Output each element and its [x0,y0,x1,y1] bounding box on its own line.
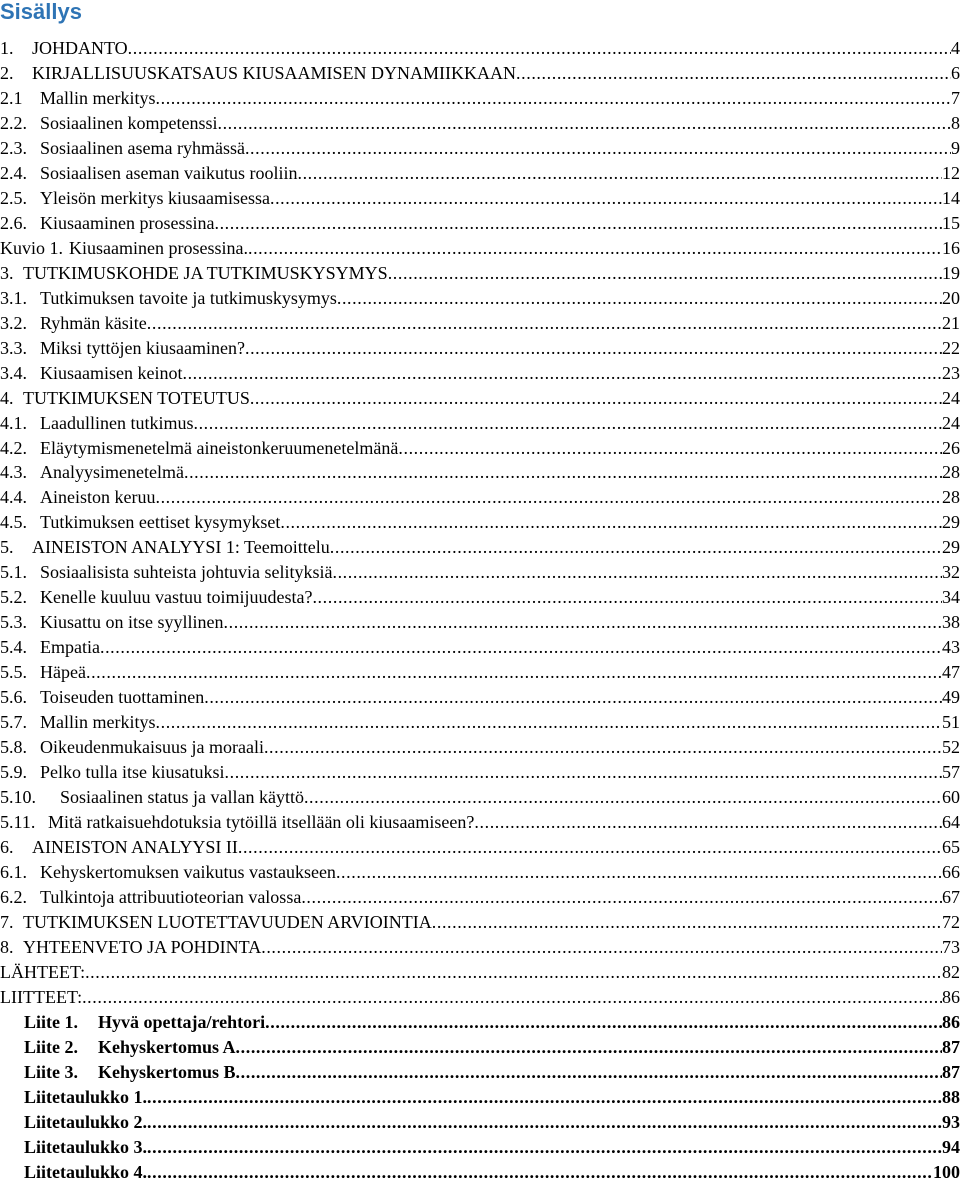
toc-entry-page: 87 [942,1036,960,1057]
toc-entry-number: Liitetaulukko 2. [24,1111,148,1132]
toc-entry-title: Kiusattu on itse syyllinen [40,612,224,633]
dot-leader [156,86,952,111]
dot-leader [184,460,942,485]
toc-entry-page: 20 [942,287,960,308]
toc-entry-title: LÄHTEET: [0,961,86,982]
toc-entry[interactable] [0,136,960,161]
toc-entry-number: 2.1 [0,87,23,108]
dot-leader [147,311,942,336]
dot-leader [147,1135,942,1160]
dot-leader [238,835,942,860]
toc-entry-number: 4.1. [0,412,27,433]
toc-entry-number: 4.5. [0,512,27,533]
toc-entry-page: 100 [933,1161,960,1182]
toc-entry-page: 15 [942,212,960,233]
toc-entry-title: LIITTEET: [0,986,83,1007]
dot-leader [265,1010,942,1035]
toc-entry[interactable] [0,236,960,261]
toc-entry[interactable] [0,1085,960,1110]
toc-entry-page: 94 [942,1136,960,1157]
toc-entry-page: 28 [942,487,960,508]
toc-entry-page: 22 [942,337,960,358]
toc-entry-page: 9 [951,137,960,158]
toc-entry[interactable] [0,311,960,336]
toc-entry-number: 1. [0,38,14,58]
toc-entry-number: Liite 1. [24,1011,78,1032]
toc-entry[interactable] [0,111,960,136]
toc-entry-title: Ryhmän käsite [40,312,147,333]
dot-leader [128,36,951,61]
dot-leader [297,161,942,186]
dot-leader [280,510,942,535]
dot-leader [147,1085,942,1110]
toc-entry-page: 23 [942,362,960,383]
toc-entry-title: AINEISTON ANALYYSI II [32,837,238,857]
toc-entry-number: 4.2. [0,437,27,458]
dot-leader [516,61,951,86]
dot-leader [245,336,942,361]
toc-entry[interactable] [0,660,960,685]
toc-entry-title: TUTKIMUSKOHDE JA TUTKIMUSKYSYMYS [23,262,388,283]
toc-entry[interactable] [0,261,960,286]
toc-entry[interactable] [0,186,960,211]
dot-leader [193,411,942,436]
toc-entry-page: 88 [942,1086,960,1107]
toc-entry-title: TUTKIMUKSEN TOTEUTUS [23,387,250,408]
toc-entry-title: Kehyskertomus A [98,1036,236,1057]
toc-entry-number: 3.3. [0,337,27,358]
toc-entry-title: Kiusaaminen prosessina [40,212,215,233]
toc-entry-title: Analyysimenetelmä [40,462,184,483]
dot-leader [301,885,942,910]
dot-leader [337,286,942,311]
toc-entry[interactable] [0,1110,960,1135]
dot-leader [236,1035,942,1060]
toc-title: Sisällys [0,0,82,24]
toc-entry[interactable] [0,1135,960,1160]
toc-entry[interactable] [0,810,960,835]
dot-leader [474,810,942,835]
toc-entry[interactable] [0,960,960,985]
toc-list [0,36,960,1185]
toc-entry[interactable] [0,1160,960,1185]
toc-entry-number: Liitetaulukko 3. [24,1136,148,1157]
toc-entry-title: Tulkintoja attribuutioteorian valossa [40,886,302,907]
dot-leader [156,710,943,735]
toc-entry[interactable] [0,460,960,485]
toc-entry-number: 2.5. [0,187,27,208]
dot-leader [182,361,942,386]
toc-entry-page: 86 [942,986,960,1007]
dot-leader [312,585,942,610]
toc-entry-title: Miksi tyttöjen kiusaaminen? [40,337,245,358]
toc-entry-page: 4 [951,38,960,58]
toc-entry[interactable] [0,635,960,660]
dot-leader [217,111,951,136]
toc-entry-title: Sosiaalisista suhteista johtuvia selityksiä [40,562,333,583]
dot-leader [147,1110,942,1135]
toc-entry[interactable] [0,286,960,311]
toc-entry[interactable] [0,336,960,361]
toc-entry-title: Eläytymismenetelmä aineistonkeruumenetelmänä [40,437,399,458]
dot-leader [304,785,942,810]
dot-leader [432,910,942,935]
toc-entry-number: 4.4. [0,487,27,508]
toc-entry-number: 5.10. [0,787,36,808]
toc-entry-number: 3.4. [0,362,27,383]
toc-entry-title: AINEISTON ANALYYSI 1: Teemoittelu [32,537,330,558]
toc-entry[interactable] [0,610,960,635]
dot-leader [336,860,942,885]
toc-entry-number: 5.2. [0,587,27,608]
dot-leader [214,211,942,236]
toc-entry-title: Mallin merkitys [40,712,156,733]
toc-entry-title: Yleisön merkitys kiusaamisessa [40,187,270,208]
toc-entry-number: Liite 3. [24,1061,78,1082]
toc-entry[interactable] [0,685,960,710]
toc-entry-title: Laadullinen tutkimus [40,412,194,433]
toc-entry-number: 2.3. [0,137,27,158]
toc-entry-number: Kuvio 1. [0,237,63,258]
toc-entry-page: 51 [942,712,960,733]
toc-entry[interactable] [0,1060,960,1085]
toc-entry-title: Pelko tulla itse kiusatuksi [40,762,225,783]
dot-leader [250,386,942,411]
dot-leader [82,985,942,1010]
dot-leader [236,1060,942,1085]
dot-leader [261,935,942,960]
toc-entry-number: 8. [0,936,14,957]
dot-leader [388,261,942,286]
toc-entry-title: Mallin merkitys [40,87,156,108]
toc-entry-page: 14 [942,187,960,208]
dot-leader [332,560,942,585]
toc-entry-page: 87 [942,1061,960,1082]
toc-entry-title: Aineiston keruu [40,487,156,508]
dot-leader [155,485,942,510]
toc-entry-title: Kehyskertomus B [98,1061,236,1082]
toc-entry-title: Sosiaalinen asema ryhmässä [40,137,245,158]
toc-entry-title: Toiseuden tuottaminen [40,687,205,708]
toc-entry-title: KIRJALLISUUSKATSAUS KIUSAAMISEN DYNAMIIKKAAN [32,62,517,83]
toc-entry-number: 6.2. [0,886,27,907]
toc-entry[interactable] [0,86,960,111]
toc-entry-number: 2. [0,62,14,83]
toc-entry-number: 5.3. [0,612,27,633]
toc-entry[interactable] [0,785,960,810]
toc-entry-page: 34 [942,587,960,608]
toc-entry-number: 3. [0,262,14,283]
toc-entry-page: 47 [942,662,960,683]
toc-entry-page: 86 [942,1011,960,1032]
toc-entry-number: 6. [0,837,14,857]
toc-entry-page: 29 [942,512,960,533]
toc-entry[interactable] [0,910,960,935]
toc-entry-number: 4.3. [0,462,27,483]
toc-entry-title: Häpeä [40,662,86,683]
toc-entry-number: 5.11. [0,812,36,833]
toc-entry[interactable] [0,860,960,885]
toc-entry-page: 57 [942,762,960,783]
toc-entry-title: Kiusaamisen keinot [40,362,183,383]
toc-entry[interactable] [0,560,960,585]
toc-entry-title: YHTEENVETO JA POHDINTA [23,936,262,957]
toc-entry-page: 64 [942,812,960,833]
toc-entry[interactable] [0,1010,960,1035]
toc-entry-number: 2.6. [0,212,27,233]
toc-entry-number: 3.1. [0,287,27,308]
toc-entry-number: 7. [0,911,14,932]
toc-entry-page: 38 [942,612,960,633]
toc-entry-page: 28 [942,462,960,483]
toc-entry-page: 12 [942,162,960,183]
toc-entry-number: 2.2. [0,112,27,133]
toc-entry-page: 60 [942,787,960,808]
dot-leader [204,685,942,710]
toc-entry-title: Sosiaalisen aseman vaikutus rooliin [40,162,298,183]
dot-leader [264,735,942,760]
toc-entry-number: Liitetaulukko 4. [24,1161,148,1182]
toc-entry-title: Empatia [40,637,100,658]
dot-leader [248,236,942,261]
toc-entry-number: 5.5. [0,662,27,683]
toc-entry[interactable] [0,161,960,186]
dot-leader [85,960,942,985]
toc-entry[interactable] [0,436,960,461]
toc-entry[interactable] [0,411,960,436]
toc-entry[interactable] [0,835,960,860]
toc-entry-page: 29 [942,537,960,558]
toc-entry[interactable] [0,36,960,61]
dot-leader [86,660,942,685]
toc-entry-title: Mitä ratkaisuehdotuksia tytöillä itsellään oli kiusaamiseen? [48,812,475,833]
dot-leader [330,535,942,560]
toc-entry-title: TUTKIMUKSEN LUOTETTAVUUDEN ARVIOINTIA [23,911,432,932]
toc-entry-title: Sosiaalinen status ja vallan käyttö [60,787,304,808]
toc-entry[interactable] [0,735,960,760]
toc-entry-page: 66 [942,861,960,882]
toc-entry-page: 65 [942,837,960,857]
toc-entry[interactable] [0,510,960,535]
toc-entry-title: Kehyskertomuksen vaikutus vastaukseen [40,861,336,882]
toc-entry-number: 5.1. [0,562,27,583]
toc-entry[interactable] [0,710,960,735]
toc-entry-page: 19 [942,262,960,283]
toc-entry-page: 24 [942,412,960,433]
toc-entry-page: 73 [942,936,960,957]
toc-entry[interactable] [0,211,960,236]
toc-entry-number: 5.7. [0,712,27,733]
toc-entry[interactable] [0,985,960,1010]
toc-entry-page: 52 [942,737,960,758]
dot-leader [147,1160,933,1185]
toc-entry-page: 16 [942,237,960,258]
toc-entry-title: Hyvä opettaja/rehtori [98,1011,266,1032]
toc-entry[interactable] [0,386,960,411]
toc-entry-number: 5.4. [0,637,27,658]
toc-entry-page: 8 [951,112,960,133]
dot-leader [270,186,942,211]
toc-entry[interactable] [0,361,960,386]
toc-entry-page: 7 [951,87,960,108]
dot-leader [224,610,943,635]
toc-entry-number: 5.9. [0,762,27,783]
toc-entry-page: 82 [942,961,960,982]
dot-leader [245,136,951,161]
toc-entry[interactable] [0,485,960,510]
toc-entry-page: 72 [942,911,960,932]
toc-entry-page: 43 [942,637,960,658]
toc-entry-number: Liitetaulukko 1. [24,1086,148,1107]
toc-entry-page: 26 [942,437,960,458]
toc-entry[interactable] [0,1035,960,1060]
toc-entry[interactable] [0,760,960,785]
toc-entry-page: 32 [942,562,960,583]
toc-entry-title: Kiusaaminen prosessina. [69,237,248,258]
toc-entry-page: 49 [942,687,960,708]
toc-entry-title: JOHDANTO [32,38,128,58]
toc-entry-number: 3.2. [0,312,27,333]
toc-entry-page: 21 [942,312,960,333]
toc-entry-title: Oikeudenmukaisuus ja moraali [40,737,264,758]
toc-entry-title: Tutkimuksen eettiset kysymykset [40,512,281,533]
toc-entry-number: 5.6. [0,687,27,708]
toc-entry[interactable] [0,535,960,560]
toc-entry-title: Kenelle kuuluu vastuu toimijuudesta? [40,587,313,608]
toc-entry-page: 24 [942,387,960,408]
toc-entry-page: 6 [951,62,960,83]
toc-entry-number: Liite 2. [24,1036,78,1057]
toc-entry[interactable] [0,935,960,960]
toc-entry-title: Sosiaalinen kompetenssi [40,112,218,133]
toc-entry[interactable] [0,585,960,610]
toc-entry-number: 5.8. [0,737,27,758]
toc-entry-title: Tutkimuksen tavoite ja tutkimuskysymys [40,287,337,308]
toc-entry[interactable] [0,885,960,910]
toc-entry-page: 93 [942,1111,960,1132]
toc-entry-number: 5. [0,537,14,558]
toc-entry[interactable] [0,61,960,86]
dot-leader [100,635,942,660]
toc-entry-number: 2.4. [0,162,27,183]
toc-entry-number: 6.1. [0,861,27,882]
toc-entry-number: 4. [0,387,14,408]
dot-leader [225,760,943,785]
toc-entry-page: 67 [942,886,960,907]
dot-leader [398,436,942,461]
